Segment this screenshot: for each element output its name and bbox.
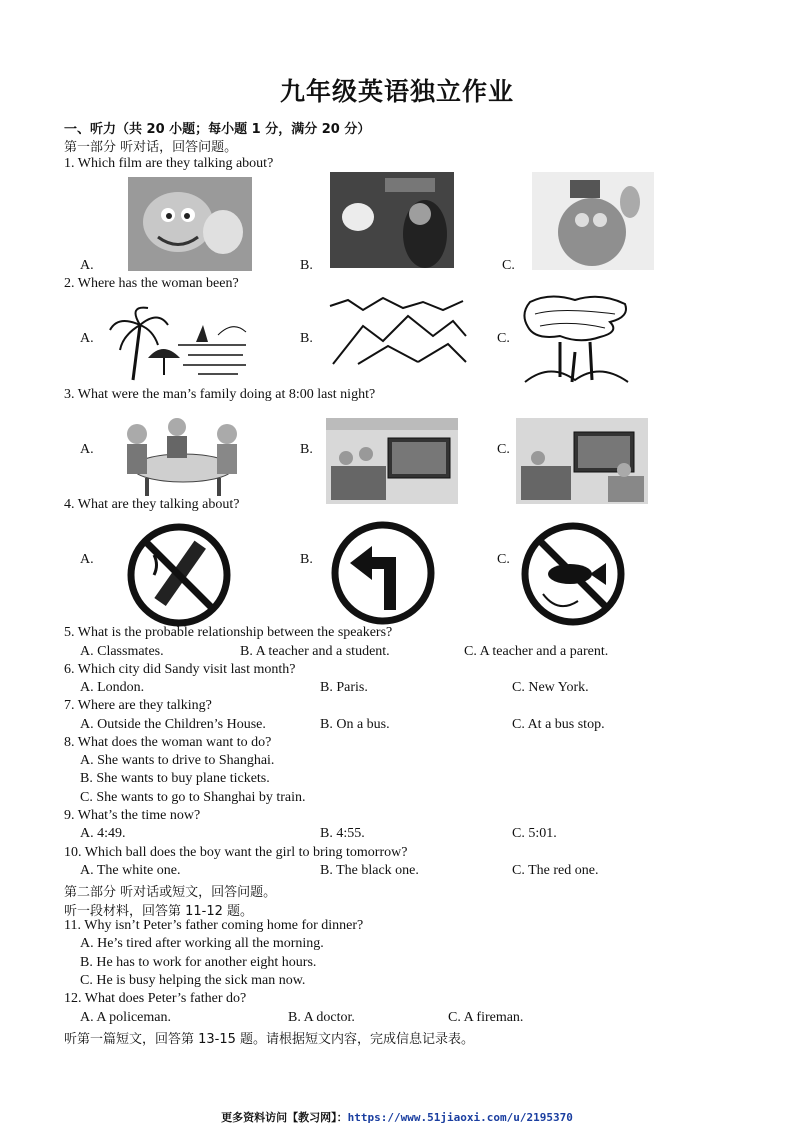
option-b: B. The black one. <box>320 863 419 878</box>
option-label: C. <box>502 258 515 273</box>
option-label: B. <box>300 552 313 567</box>
option-a: A. She wants to drive to Shanghai. <box>80 753 275 768</box>
no-smoking-sign-icon <box>124 520 234 630</box>
option-a: A. He’s tired after working all the morning. <box>80 936 324 951</box>
footer-link[interactable]: https://www.51jiaoxi.com/u/2195370 <box>347 1111 573 1124</box>
option-label: A. <box>80 258 94 273</box>
question-2: 2. Where has the woman been? <box>64 276 239 291</box>
option-a: A. 4:49. <box>80 826 126 841</box>
option-label: B. <box>300 331 313 346</box>
option-a: A. The white one. <box>80 863 181 878</box>
option-c: C. She wants to go to Shanghai by train. <box>80 790 306 805</box>
garfield-photo <box>532 172 654 270</box>
forest-drawing <box>520 292 632 384</box>
page-title: 九年级英语独立作业 <box>279 77 514 106</box>
question-11: 11. Why isn’t Peter’s father coming home for dinner? <box>64 918 364 933</box>
option-c: C. A teacher and a parent. <box>464 644 609 659</box>
option-label: B. <box>300 258 313 273</box>
option-c: C. The red one. <box>512 863 599 878</box>
option-label: C. <box>497 442 510 457</box>
family-dinner-image <box>115 412 251 498</box>
option-b: B. Paris. <box>320 680 368 695</box>
part1-instruction: 第一部分 听对话，回答问题。 <box>64 140 238 155</box>
option-label: B. <box>300 442 313 457</box>
option-b: B. 4:55. <box>320 826 365 841</box>
option-c: C. At a bus stop. <box>512 717 605 732</box>
option-a: A. Outside the Children’s House. <box>80 717 266 732</box>
question-12: 12. What does Peter’s father do? <box>64 991 247 1006</box>
family-tv-reading-image <box>516 418 648 504</box>
footer-prefix: 更多资料访问【教习网】： <box>221 1111 348 1124</box>
no-left-turn-sign-icon <box>328 518 438 628</box>
option-c: C. A fireman. <box>448 1010 524 1025</box>
cartoon-cat-mouse-image <box>128 177 252 271</box>
option-label: A. <box>80 552 94 567</box>
question-1: 1. Which film are they talking about? <box>64 156 274 171</box>
no-fishing-sign-icon <box>518 519 628 629</box>
option-c: C. 5:01. <box>512 826 557 841</box>
part2-intro: 听一段材料，回答第 11-12 题。 <box>64 904 254 919</box>
section-heading: 一、听力（共 20 小题；每小题 1 分，满分 20 分） <box>64 122 371 137</box>
beach-drawing <box>108 300 248 382</box>
option-b: B. On a bus. <box>320 717 390 732</box>
question-8: 8. What does the woman want to do? <box>64 735 272 750</box>
option-c: C. He is busy helping the sick man now. <box>80 973 306 988</box>
part2-instruction: 第二部分 听对话或短文，回答问题。 <box>64 885 277 900</box>
mountains-drawing <box>328 296 468 366</box>
question-3: 3. What were the man’s family doing at 8:00 last night? <box>64 387 376 402</box>
part2-intro-2: 听第一篇短文，回答第 13-15 题。请根据短文内容，完成信息记录表。 <box>64 1032 475 1047</box>
option-label: A. <box>80 331 94 346</box>
option-b: B. A teacher and a student. <box>240 644 390 659</box>
question-6: 6. Which city did Sandy visit last month? <box>64 662 296 677</box>
option-a: A. A policeman. <box>80 1010 171 1025</box>
option-b: B. A doctor. <box>288 1010 355 1025</box>
question-5: 5. What is the probable relationship between the speakers? <box>64 625 393 640</box>
option-c: C. New York. <box>512 680 589 695</box>
option-b: B. She wants to buy plane tickets. <box>80 771 270 786</box>
question-9: 9. What’s the time now? <box>64 808 201 823</box>
family-tv-image <box>326 418 458 504</box>
question-4: 4. What are they talking about? <box>64 497 240 512</box>
option-label: C. <box>497 331 510 346</box>
option-label: A. <box>80 442 94 457</box>
option-label: C. <box>497 552 510 567</box>
harry-potter-photo <box>330 172 454 268</box>
option-b: B. He has to work for another eight hours. <box>80 955 317 970</box>
question-10: 10. Which ball does the boy want the girl to bring tomorrow? <box>64 845 408 860</box>
question-7: 7. Where are they talking? <box>64 698 212 713</box>
option-a: A. Classmates. <box>80 644 164 659</box>
option-a: A. London. <box>80 680 145 695</box>
